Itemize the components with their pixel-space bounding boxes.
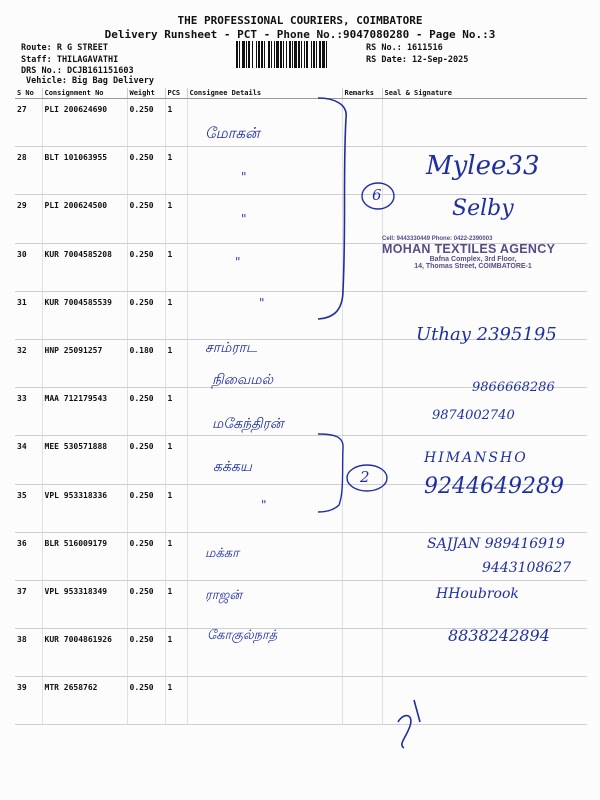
row-sno: 35 (15, 484, 42, 532)
ditto-31: " (259, 296, 265, 310)
row-consignment-no: HNP 25091257 (42, 339, 127, 387)
consignee-33: நிவைமல் (212, 372, 274, 388)
row-consignment-no: KUR 7004861926 (42, 629, 127, 677)
row-pcs: 1 (165, 629, 187, 677)
col-sno: S No (15, 88, 42, 99)
row-consignment-no: BLT 101063955 (42, 147, 127, 195)
vehicle-label: Vehicle: Big Bag Delivery (26, 76, 154, 86)
row-pcs: 1 (165, 243, 187, 291)
row-pcs: 1 (165, 677, 187, 725)
row-consignment-no: BLR 516009179 (42, 532, 127, 580)
row-sno: 28 (15, 147, 42, 195)
runsheet-subtitle: Delivery Runsheet - PCT - Phone No.:9047080280 - Page No.:3 (104, 28, 496, 41)
row-pcs: 1 (165, 99, 187, 147)
row-weight: 0.250 (127, 243, 165, 291)
bracket-group-2 (318, 434, 343, 512)
row-sno: 34 (15, 436, 42, 484)
signature-33: 9866668286 (472, 380, 555, 395)
signature-39: 8838242894 (448, 626, 550, 645)
row-pcs: 1 (165, 195, 187, 243)
row-weight: 0.250 (127, 436, 165, 484)
consignee-38: ராஜன் (205, 588, 242, 603)
row-sno: 39 (15, 677, 42, 725)
row-pcs: 1 (165, 291, 187, 339)
stamp-address-1: Bafna Complex, 3rd Floor, (429, 256, 517, 263)
signature-28: Mylee33 (426, 151, 540, 181)
row-weight: 0.250 (127, 677, 165, 725)
consignee-39: கோகுல்நாத் (207, 628, 278, 643)
col-weight: Weight (127, 88, 165, 99)
row-sno: 38 (15, 629, 42, 677)
col-consignment: Consignment No (42, 88, 127, 99)
col-consignee: Consignee Details (187, 88, 342, 99)
row-pcs: 1 (165, 484, 187, 532)
signature-32: Uthay 2395195 (416, 324, 557, 345)
row-sno: 32 (15, 339, 42, 387)
row-pcs: 1 (165, 339, 187, 387)
row-consignment-no: VPL 953318336 (42, 484, 127, 532)
row-pcs: 1 (165, 388, 187, 436)
row-sno: 30 (15, 243, 42, 291)
col-seal: Seal & Signature (382, 88, 587, 99)
stamp-phone: Cell: 9443330449 Phone: 0422-2390003 (382, 236, 493, 242)
row-weight: 0.250 (127, 484, 165, 532)
signature-38-phone: 9443108627 (482, 560, 572, 576)
row-consignment-no: MTR 2658762 (42, 677, 127, 725)
bracket-group-1 (318, 98, 346, 319)
company-title: THE PROFESSIONAL COURIERS, COIMBATORE (177, 14, 423, 27)
signature-34: 9874002740 (432, 408, 515, 423)
row-consignment-no: KUR 7004585539 (42, 291, 127, 339)
row-weight: 0.180 (127, 339, 165, 387)
row-consignment-no: PLI 200624500 (42, 195, 127, 243)
consignee-32: சாம்ராட (205, 340, 258, 356)
row-weight: 0.250 (127, 388, 165, 436)
consignee-35: கக்கய (213, 459, 252, 475)
row-pcs: 1 (165, 580, 187, 628)
signature-29: Selby (452, 196, 514, 221)
row-pcs: 1 (165, 147, 187, 195)
group-count-1: 6 (372, 186, 382, 204)
row-pcs: 1 (165, 532, 187, 580)
row-pcs: 1 (165, 436, 187, 484)
row-consignment-no: PLI 200624690 (42, 99, 127, 147)
stamp-name: MOHAN TEXTILES AGENCY (382, 242, 556, 256)
consignee-37: மக்கா (205, 546, 239, 561)
col-pcs: PCS (165, 88, 187, 99)
row-sno: 36 (15, 532, 42, 580)
group-count-2: 2 (360, 468, 370, 486)
signature-35: HIMANSHO (424, 450, 528, 466)
row-weight: 0.250 (127, 291, 165, 339)
rs-no-label: RS No.: 1611516 (366, 43, 443, 53)
stamp-address-2: 14, Thomas Street, COIMBATORE-1 (414, 263, 532, 270)
rs-date-label: RS Date: 12-Sep-2025 (366, 55, 469, 65)
row-sno: 29 (15, 195, 42, 243)
row-weight: 0.250 (127, 99, 165, 147)
row-weight: 0.250 (127, 629, 165, 677)
ditto-29: " (241, 212, 247, 226)
ditto-30: " (235, 255, 241, 269)
ditto-36: " (261, 498, 267, 512)
route-label: Route: R G STREET (21, 43, 108, 53)
staff-label: Staff: THILAGAVATHI (21, 55, 119, 65)
row-weight: 0.250 (127, 580, 165, 628)
bottom-scribble (398, 700, 420, 748)
row-consignment-no: MEE 530571888 (42, 436, 127, 484)
row-sno: 33 (15, 388, 42, 436)
consignee-34: மகேந்திரன் (212, 416, 284, 432)
row-consignment-no: KUR 7004585208 (42, 243, 127, 291)
col-remarks: Remarks (342, 88, 382, 99)
row-weight: 0.250 (127, 195, 165, 243)
row-sno: 37 (15, 580, 42, 628)
drs-label: DRS No.: DCJB161151603 (21, 66, 134, 76)
row-consignment-no: MAA 712179543 (42, 388, 127, 436)
row-sno: 31 (15, 291, 42, 339)
row-consignment-no: VPL 953318349 (42, 580, 127, 628)
signature-36: 9244649289 (424, 474, 564, 499)
ditto-28: " (241, 170, 247, 184)
signature-37: SAJJAN 989416919 (427, 536, 565, 552)
row-sno: 27 (15, 99, 42, 147)
row-weight: 0.250 (127, 532, 165, 580)
consignee-27: மோகன் (205, 124, 260, 142)
signature-38: HHoubrook (436, 586, 519, 602)
row-weight: 0.250 (127, 147, 165, 195)
